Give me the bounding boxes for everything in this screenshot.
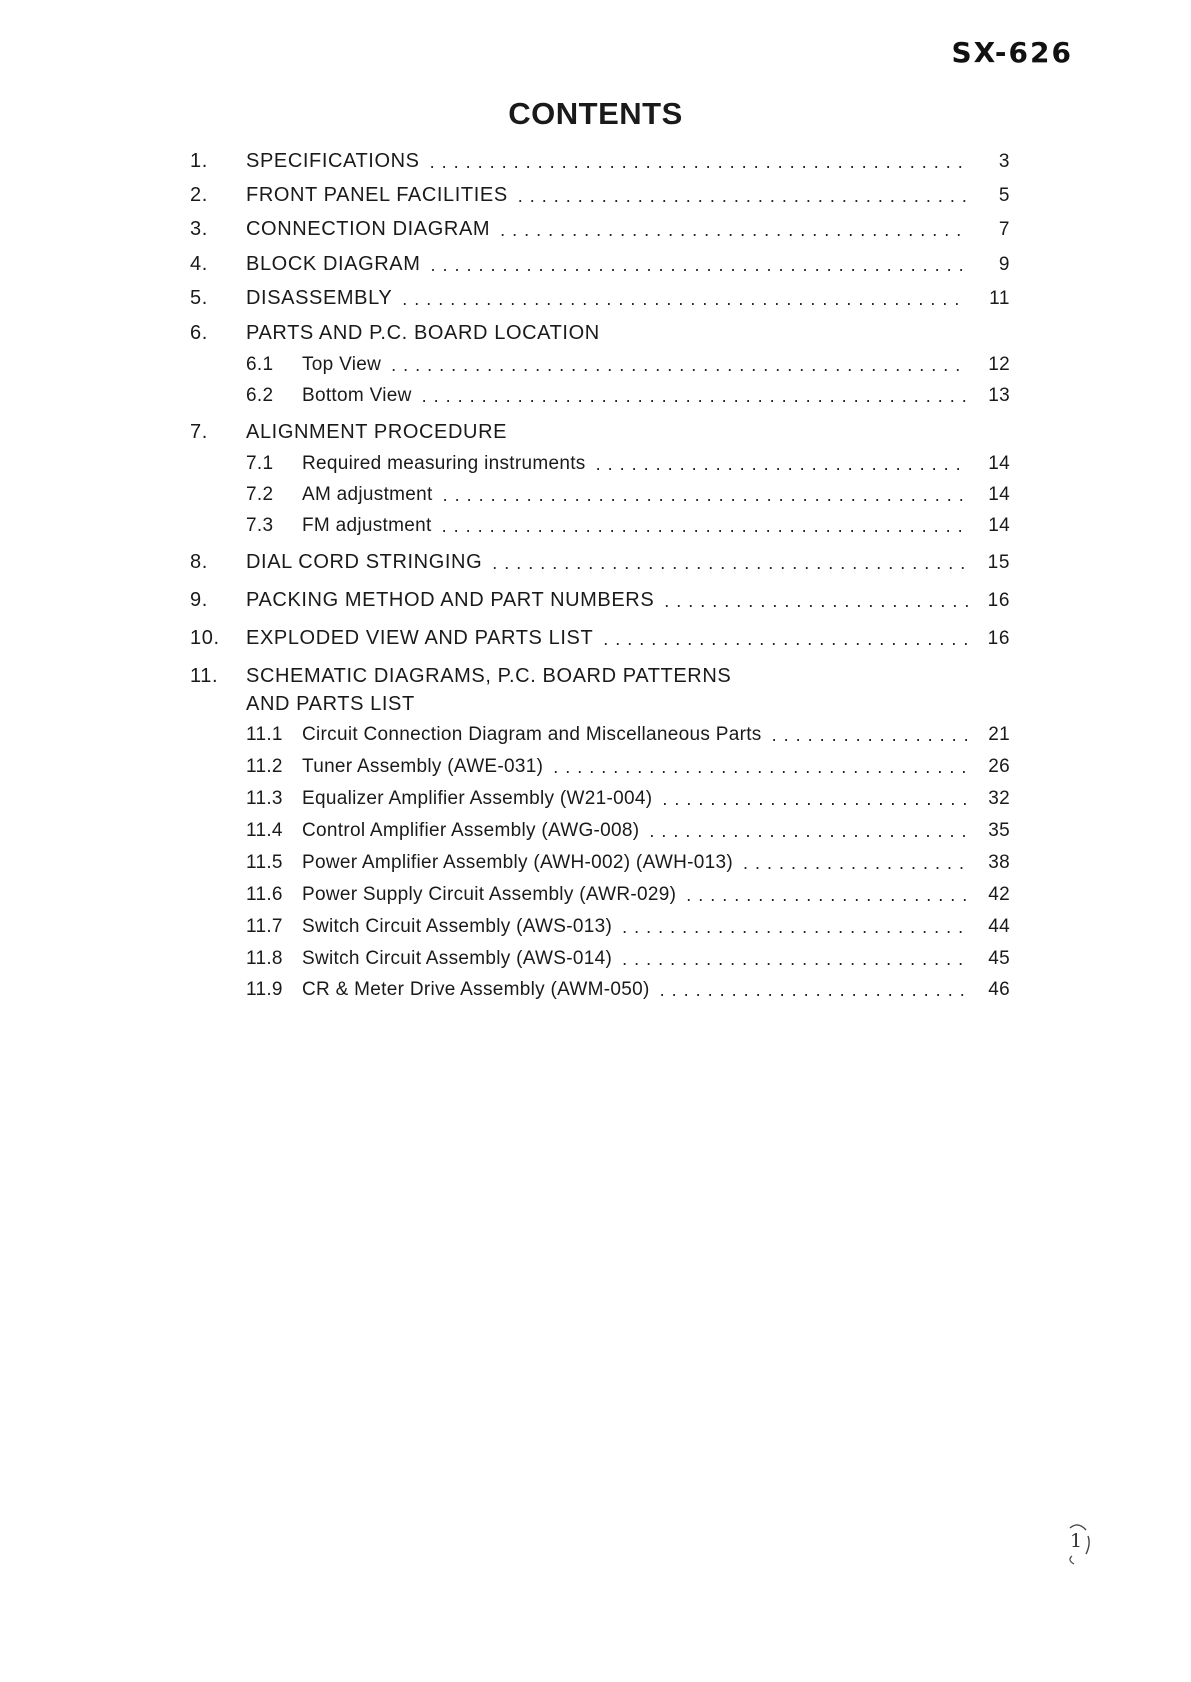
- toc-entry-page: 15: [987, 552, 1010, 573]
- dot-leader: [391, 355, 968, 376]
- toc-entry-continuation: [190, 688, 1010, 716]
- toc-entry-title: Switch Circuit Assembly (AWS-013): [302, 916, 613, 937]
- toc-entry-title: SCHEMATIC DIAGRAMS, P.C. BOARD PATTERNS: [246, 665, 732, 687]
- toc-entry-title: Top View: [302, 354, 382, 375]
- dot-leader: [649, 821, 968, 842]
- dot-leader: [442, 516, 968, 537]
- toc-entry-page: 16: [987, 590, 1010, 611]
- toc-entry-number: 11.8: [246, 948, 283, 969]
- toc-subentry: [246, 782, 1010, 810]
- toc-entry-page: 14: [988, 484, 1010, 505]
- toc-entry-number: 2.: [190, 184, 208, 206]
- toc-entry-title: DISASSEMBLY: [246, 287, 393, 309]
- toc-entry-number: 11.4: [246, 820, 283, 841]
- toc-entry-number: 7.: [190, 421, 208, 443]
- toc-entry-page: 44: [988, 916, 1010, 937]
- dot-leader: [402, 289, 968, 310]
- toc-entry-title: PARTS AND P.C. BOARD LOCATION: [246, 322, 600, 344]
- page-number: 1: [1070, 1530, 1083, 1552]
- toc-entry-title: Power Supply Circuit Assembly (AWR-029): [302, 884, 677, 905]
- toc-entry-title: AND PARTS LIST: [246, 693, 415, 715]
- toc-entry: [190, 546, 1010, 574]
- toc-subentry: [246, 379, 1010, 407]
- toc-entry-number: 7.3: [246, 515, 274, 536]
- toc-entry-page: 35: [988, 820, 1010, 841]
- toc-entry-page: 42: [988, 884, 1010, 905]
- toc-entry-number: 8.: [190, 551, 208, 573]
- toc-entry: [190, 248, 1010, 276]
- toc-entry-page: 26: [988, 756, 1010, 777]
- toc-entry-title: Control Amplifier Assembly (AWG-008): [302, 820, 640, 841]
- toc-entry-number: 4.: [190, 253, 208, 275]
- toc-entry-title: Circuit Connection Diagram and Miscellaneous Parts: [302, 724, 762, 745]
- toc-subentry: [246, 478, 1010, 506]
- dot-leader: [622, 949, 968, 970]
- toc-entry-title: BLOCK DIAGRAM: [246, 253, 421, 275]
- dot-leader: [430, 152, 968, 173]
- dot-leader: [431, 255, 969, 276]
- toc-entry-title: Bottom View: [302, 385, 412, 406]
- toc-entry-page: 38: [988, 852, 1010, 873]
- dot-leader: [518, 186, 968, 207]
- toc-entry: [190, 416, 1010, 444]
- toc-entry-number: 1.: [190, 150, 208, 172]
- toc-entry: [190, 584, 1010, 612]
- toc-subentry: [246, 348, 1010, 376]
- toc-entry-page: 7: [998, 219, 1010, 240]
- toc-entry-number: 3.: [190, 218, 208, 240]
- toc-entry-page: 13: [988, 385, 1010, 406]
- page-title: CONTENTS: [508, 96, 683, 131]
- toc-subentry: [246, 750, 1010, 778]
- dot-leader: [662, 789, 968, 810]
- toc-subentry: [246, 942, 1010, 970]
- toc-subentry: [246, 973, 1010, 1001]
- toc-entry-page: 21: [988, 724, 1010, 745]
- toc-entry-number: 11.7: [246, 916, 283, 937]
- toc-entry-number: 11.2: [246, 756, 283, 777]
- toc-entry-page: 45: [988, 948, 1010, 969]
- toc-entry-page: 16: [987, 628, 1010, 649]
- toc-entry-page: 11: [989, 288, 1010, 309]
- toc-entry-number: 5.: [190, 287, 208, 309]
- toc-entry-title: SPECIFICATIONS: [246, 150, 420, 172]
- dot-leader: [422, 386, 968, 407]
- toc-entry-title: FM adjustment: [302, 515, 432, 536]
- toc-subentry: [246, 814, 1010, 842]
- toc-entry-number: 7.1: [246, 453, 274, 474]
- toc-entry-page: 14: [988, 453, 1010, 474]
- toc-entry-title: Switch Circuit Assembly (AWS-014): [302, 948, 613, 969]
- toc-entry: [190, 282, 1010, 310]
- toc-entry-title: Tuner Assembly (AWE-031): [302, 756, 544, 777]
- toc-entry: [190, 660, 1010, 688]
- toc-entry-number: 11.3: [246, 788, 283, 809]
- toc-entry-title: Required measuring instruments: [302, 453, 586, 474]
- toc-entry: [190, 213, 1010, 241]
- toc-entry-title: FRONT PANEL FACILITIES: [246, 184, 508, 206]
- toc-entry-title: AM adjustment: [302, 484, 433, 505]
- toc-entry-number: 6.1: [246, 354, 274, 375]
- page-number-mark: [1064, 1522, 1094, 1566]
- dot-leader: [603, 629, 968, 650]
- toc-entry-number: 7.2: [246, 484, 274, 505]
- toc-entry-title: Power Amplifier Assembly (AWH-002) (AWH-013): [302, 852, 733, 873]
- dot-leader: [660, 980, 968, 1001]
- toc-entry-title: PACKING METHOD AND PART NUMBERS: [246, 589, 655, 611]
- toc-subentry: [246, 846, 1010, 874]
- dot-leader: [622, 917, 968, 938]
- toc-entry-number: 11.5: [246, 852, 283, 873]
- dot-leader: [664, 591, 968, 612]
- toc-entry-title: CONNECTION DIAGRAM: [246, 218, 491, 240]
- toc-entry-page: 5: [998, 185, 1010, 206]
- toc-entry-number: 11.: [190, 665, 219, 687]
- toc-entry-title: DIAL CORD STRINGING: [246, 551, 483, 573]
- dot-leader: [743, 853, 968, 874]
- toc-subentry: [246, 447, 1010, 475]
- dot-leader: [500, 220, 968, 241]
- toc-entry-number: 6.: [190, 322, 208, 344]
- toc-entry-title: ALIGNMENT PROCEDURE: [246, 421, 508, 443]
- toc-subentry: [246, 509, 1010, 537]
- toc-subentry: [246, 718, 1010, 746]
- dot-leader: [443, 485, 968, 506]
- dot-leader: [686, 885, 968, 906]
- model-number: SX-626: [951, 36, 1073, 69]
- toc-entry-page: 32: [988, 788, 1010, 809]
- toc-entry: [190, 145, 1010, 173]
- dot-leader: [596, 454, 968, 475]
- toc-entry-page: 14: [988, 515, 1010, 536]
- toc-entry-number: 9.: [190, 589, 208, 611]
- dot-leader: [553, 757, 968, 778]
- toc-entry-number: 11.9: [246, 979, 283, 1000]
- toc-subentry: [246, 878, 1010, 906]
- toc-entry-number: 11.1: [246, 724, 283, 745]
- toc-entry-number: 6.2: [246, 385, 274, 406]
- dot-leader: [772, 725, 968, 746]
- dot-leader: [492, 553, 968, 574]
- toc-entry-page: 3: [998, 151, 1010, 172]
- toc-entry-page: 46: [988, 979, 1010, 1000]
- toc-entry: [190, 317, 1010, 345]
- toc-entry-page: 9: [998, 254, 1010, 275]
- toc-entry-title: EXPLODED VIEW AND PARTS LIST: [246, 627, 594, 649]
- toc-entry-number: 10.: [190, 627, 220, 649]
- toc-entry-title: Equalizer Amplifier Assembly (W21-004): [302, 788, 653, 809]
- toc-entry-number: 11.6: [246, 884, 283, 905]
- toc-entry: [190, 179, 1010, 207]
- toc-entry-page: 12: [988, 354, 1010, 375]
- toc-entry: [190, 622, 1010, 650]
- toc-entry-title: CR & Meter Drive Assembly (AWM-050): [302, 979, 650, 1000]
- toc-subentry: [246, 910, 1010, 938]
